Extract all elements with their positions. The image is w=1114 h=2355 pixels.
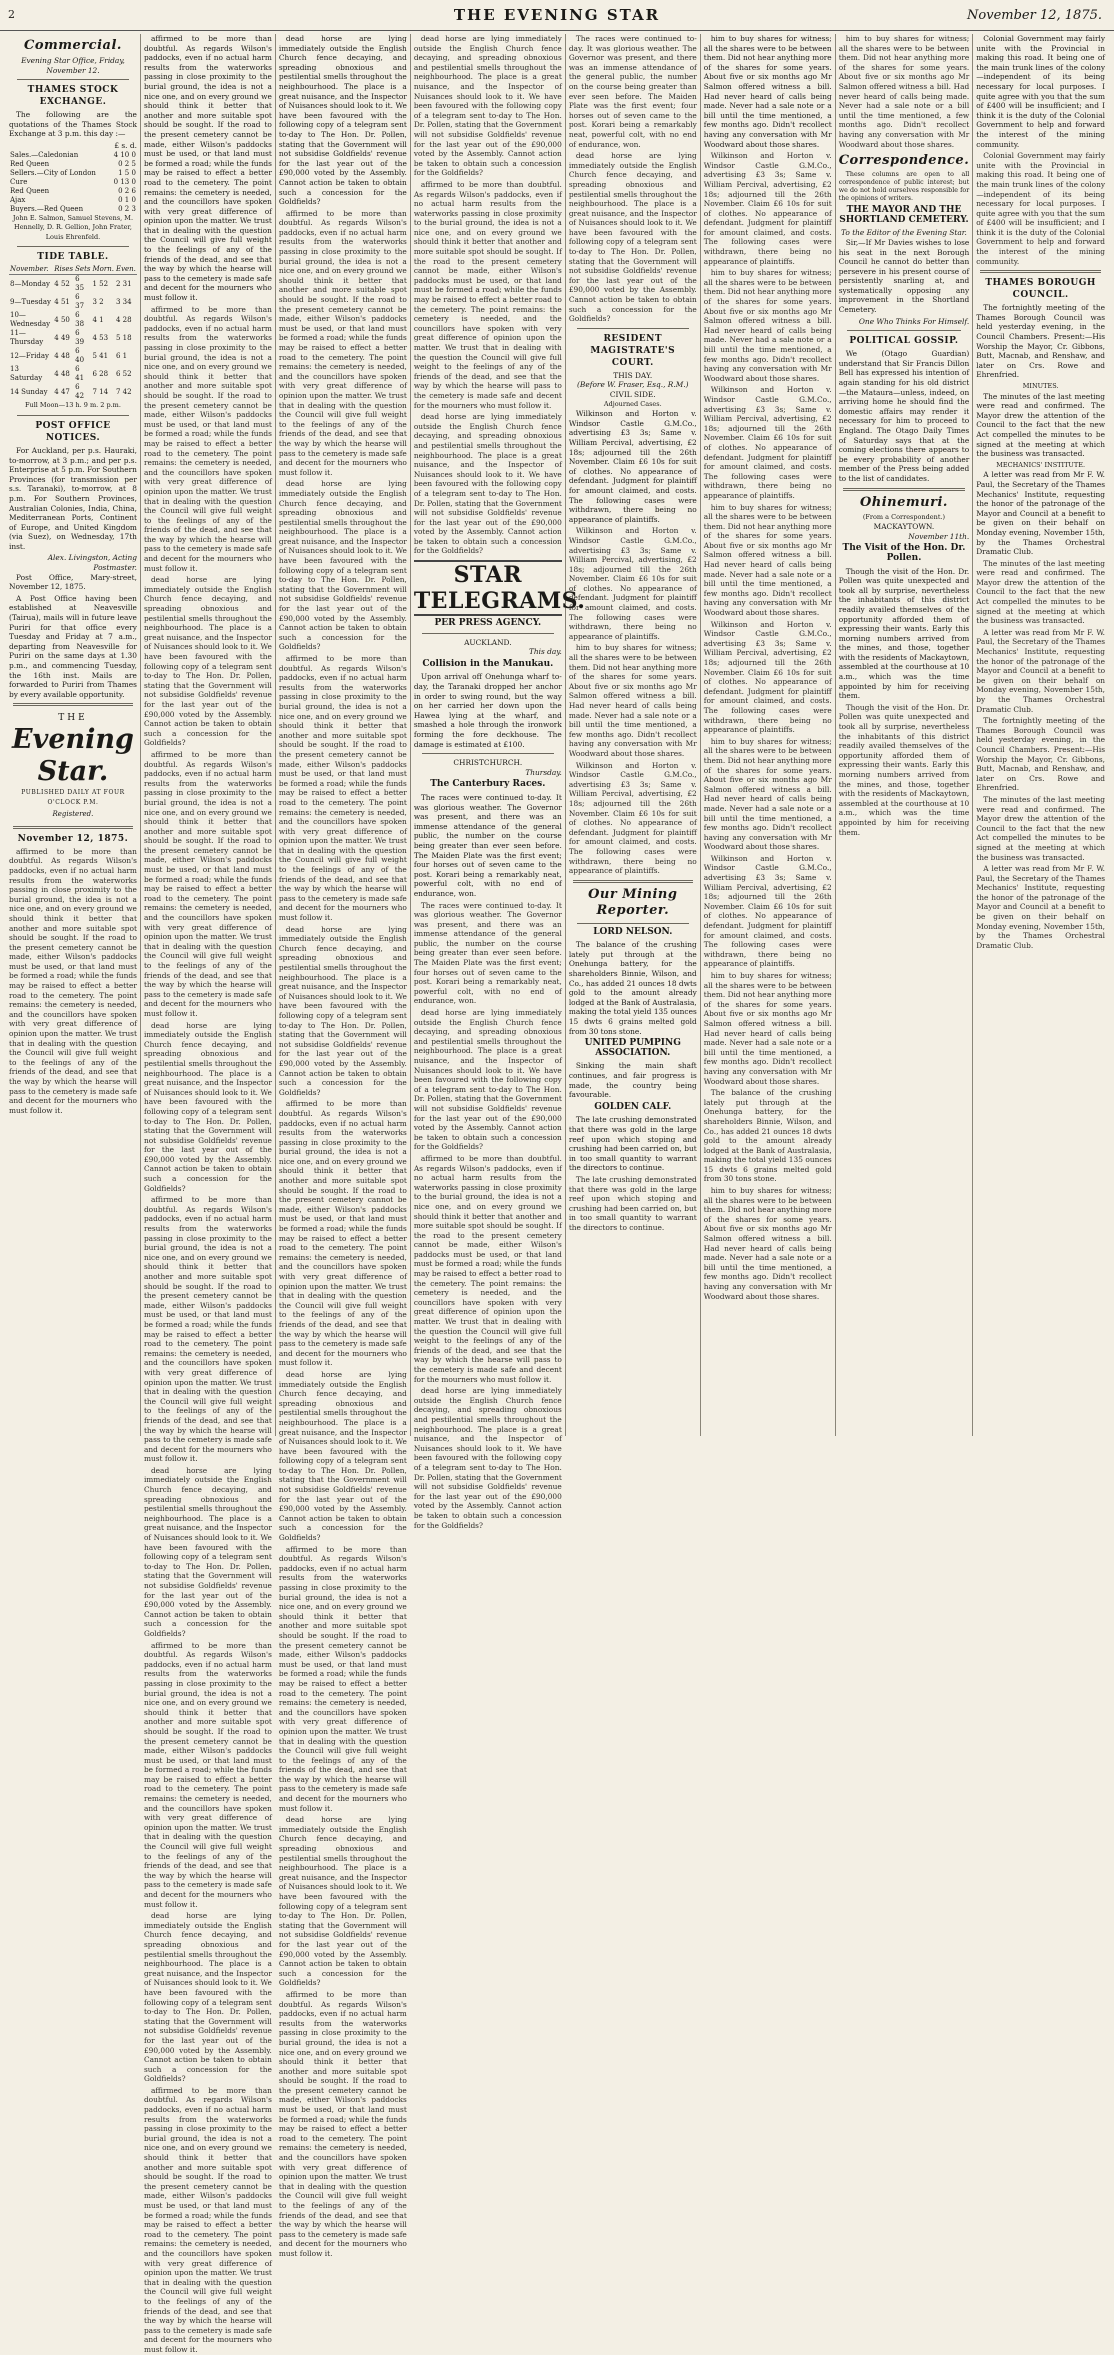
editorial-continued: affirmed to be more than doubtful. As regards Wilson's paddocks, even if no actual harm results from the waterworks passing in close proximity to the burial ground, the idea is not a nice one, and on every ground we should think it better that another and more suitable spot should be sought. If the road to the present cemetery cannot be made, either Wilson's paddocks must be used, or that land must be formed a road; while the funds may be raised to effect a better road to the cemetery. The point remains: the cemetery is needed, and the councillors have spoken with very great difference of opinion upon the matter. We trust that in dealing with the question the Council will give full weight to the feelings of any of the friends of the dead, and see that the way by which the hearse will pass to the cemetery is made safe and decent for the mourners who must follow it. <box>143 34 272 303</box>
mining-title: Our Mining Reporter. <box>588 886 678 918</box>
local-news: dead horse are lying immediately outside the English Church fence decaying, and spreading obnoxious and pestilential smells throughout the neighbourhood. The place is a great nuisance, and the Inspector of Nuisances should look to it. We have been favoured with the following copy of a telegram sent to-day to The Hon. Dr. Pollen, stating that the Government will not subsidise Goldfields' revenue for the last year out of the £90,000 voted by the Assembly. Cannot action be taken to obtain such a concession for the Goldfields? <box>278 34 407 207</box>
races-head: The Canterbury Races. <box>430 779 546 790</box>
table-row: Cure 0 13 0 <box>10 177 136 186</box>
masthead-name: Evening Star. <box>12 723 134 787</box>
council-head: THAMES BOROUGH COUNCIL. <box>985 278 1096 301</box>
masthead-registered: Registered. <box>52 810 94 819</box>
collision-head: Collision in the Manukau. <box>422 658 554 669</box>
masthead-pub: PUBLISHED DAILY AT FOUR O'CLOCK P.M. <box>21 788 125 806</box>
collision-body: Upon arrival off Onehunga wharf to-day, the Taranaki dropped her anchor in order to swing round, but the way on her carried her down upon the Hawea lying at the wharf, and smashed a hole through the ironwork forming the fore deckhouse. The damage is estimated at £100. <box>413 672 562 749</box>
post-office: Post Office, Mary-street, November 12, 1875. <box>9 572 137 592</box>
column-6: him to buy shares for witness; all the shares were to be between them. Did not hear anything more of the shares for some years. About five or six months ago Mr Salmon offered witness a bill. Had never heard of calls being made. Never had a sale note or a bill until the time mentioned, a few months ago. Didn't recollect having any conversation with Mr Woodward about those shares. Wilkinson and Horton v. Windsor Castle G.M.Co., advertising £3 3s; Same v. William Percival, advertising, £2 18s; adjourned till the 26th November. Claim £6 10s for suit of clothes. No appearance of defendant. Judgment for plaintiff for amount claimed, and costs. The following cases were withdrawn, there being no appearance of plaintiffs. him to buy shares for witness; all the shares were to be between them. Did not hear anything more of the shares for some years. About five or six months ago Mr Salmon offered witness a bill. Had never heard of calls being made. Never had a sale note or a bill until the time mentioned, a few months ago. Didn't recollect having any conversation with Mr Woodward about those shares. Wilkinson and Horton v. Windsor Castle G.M.Co., advertising £3 3s; Same v. William Percival, advertising, £2 18s; adjourned till the 26th November. Claim £6 10s for suit of clothes. No appearance of defendant. Judgment for plaintiff for amount claimed, and costs. The following cases were withdrawn, there being no appearance of plaintiffs. him to buy shares for witness; all the shares were to be between them. Did not hear anything more of the shares for some years. About five or six months ago Mr Salmon offered witness a bill. Had never heard of calls being made. Never had a sale note or a bill until the time mentioned, a few months ago. Didn't recollect having any conversation with Mr Woodward about those shares. Wilkinson and Horton v. Windsor Castle G.M.Co., advertising £3 3s; Same v. William Percival, advertising, £2 18s; adjourned till the 26th November. Claim £6 10s for suit of clothes. No appearance of defendant. Judgment for plaintiff for amount claimed, and costs. The following cases were withdrawn, there being no appearance of plaintiffs. him to buy shares for witness; all the shares were to be between them. Did not hear anything more of the shares for some years. About five or six months ago Mr Salmon offered witness a bill. Had never heard of calls being made. Never had a sale note or a bill until the time mentioned, a few months ago. Didn't recollect having any conversation with Mr Woodward about those shares. Wilkinson and Horton v. Windsor Castle G.M.Co., advertising £3 3s; Same v. William Percival, advertising, £2 18s; adjourned till the 26th November. Claim £6 10s for suit of clothes. No appearance of defendant. Judgment for plaintiff for amount claimed, and costs. The following cases were withdrawn, there being no appearance of plaintiffs. him to buy shares for witness; all the shares were to be between them. Did not hear anything more of the shares for some years. About five or six months ago Mr Salmon offered witness a bill. Had never heard of calls being made. Never had a sale note or a bill until the time mentioned, a few months ago. Didn't recollect having any conversation with Mr Woodward about those shares. The balance of the crushing lately put through at the Onehunga battery, for the shareholders Binnie, Wilson, and Co., has added 21 ounces 18 dwts gold to the amount already lodged at the Bank of Australasia, making the total yield 135 ounces 15 dwts 6 grains melted gold from 30 tons stone. him to buy shares for witness; all the shares were to be between them. Did not hear anything more of the shares for some years. About five or six months ago Mr Salmon offered witness a bill. Had never heard of calls being made. Never had a sale note or a bill until the time mentioned, a few months ago. Didn't recollect having any conversation with Mr Woodward about those shares. <box>701 34 836 1436</box>
exchange-title: THAMES STOCK EXCHANGE. <box>27 85 119 108</box>
tide-title: TIDE TABLE. <box>37 252 109 263</box>
table-row: 11—Thursday 4 49 6 39 4 53 5 18 <box>10 329 132 347</box>
masthead-the: THE <box>58 713 88 724</box>
races-body: The races were continued to-day. It was glorious weather. The Governor was present, and there was an immense attendance of the general public, the number on the course being greater than ever seen before. The Maiden Plate was the first event; four horses out of seven came to the post. Korari being a remarkably neat, powerful colt, with no end of endurance, won. <box>413 792 562 898</box>
court-body: Wilkinson and Horton v. Windsor Castle G.M.Co., advertising £3 3s; Same v. William Percival, advertising, £2 18s; adjourned till the 26th November. Claim £6 10s for suit of clothes. No appearance of defendant. Judgment for plaintiff for amount claimed, and costs. The following cases were withdrawn, there being no appearance of plaintiffs. <box>568 409 697 524</box>
column-2: affirmed to be more than doubtful. As regards Wilson's paddocks, even if no actual harm results from the waterworks passing in close proximity to the burial ground, the idea is not a nice one, and on every ground we should think it better that another and more suitable spot should be sought. If the road to the present cemetery cannot be made, either Wilson's paddocks must be used, or that land must be formed a road; while the funds may be raised to effect a better road to the cemetery. The point remains: the cemetery is needed, and the councillors have spoken with very great difference of opinion upon the matter. We trust that in dealing with the question the Council will give full weight to the feelings of any of the friends of the dead, and see that the way by which the hearse will pass to the cemetery is made safe and decent for the mourners who must follow it. affirmed to be more than doubtful. As regards Wilson's paddocks, even if no actual harm results from the waterworks passing in close proximity to the burial ground, the idea is not a nice one, and on every ground we should think it better that another and more suitable spot should be sought. If the road to the present cemetery cannot be made, either Wilson's paddocks must be used, or that land must be formed a road; while the funds may be raised to effect a better road to the cemetery. The point remains: the cemetery is needed, and the councillors have spoken with very great difference of opinion upon the matter. We trust that in dealing with the question the Council will give full weight to the feelings of any of the friends of the dead, and see that the way by which the hearse will pass to the cemetery is made safe and decent for the mourners who must follow it. dead horse are lying immediately outside the English Church fence decaying, and spreading obnoxious and pestilential smells throughout the neighbourhood. The place is a great nuisance, and the Inspector of Nuisances should look to it. We have been favoured with the following copy of a telegram sent to-day to The Hon. Dr. Pollen, stating that the Government will not subsidise Goldfields' revenue for the last year out of the £90,000 voted by the Assembly. Cannot action be taken to obtain such a concession for the Goldfields? affirmed to be more than doubtful. As regards Wilson's paddocks, even if no actual harm results from the waterworks passing in close proximity to the burial ground, the idea is not a nice one, and on every ground we should think it better that another and more suitable spot should be sought. If the road to the present cemetery cannot be made, either Wilson's paddocks must be used, or that land must be formed a road; while the funds may be raised to effect a better road to the cemetery. The point remains: the cemetery is needed, and the councillors have spoken with very great difference of opinion upon the matter. We trust that in dealing with the question the Council will give full weight to the feelings of any of the friends of the dead, and see that the way by which the hearse will pass to the cemetery is made safe and decent for the mourners who must follow it. dead horse are lying immediately outside the English Church fence decaying, and spreading obnoxious and pestilential smells throughout the neighbourhood. The place is a great nuisance, and the Inspector of Nuisances should look to it. We have been favoured with the following copy of a telegram sent to-day to The Hon. Dr. Pollen, stating that the Government will not subsidise Goldfields' revenue for the last year out of the £90,000 voted by the Assembly. Cannot action be taken to obtain such a concession for the Goldfields? affirmed to be more than doubtful. As regards Wilson's paddocks, even if no actual harm results from the waterworks passing in close proximity to the burial ground, the idea is not a nice one, and on every ground we should think it better that another and more suitable spot should be sought. If the road to the present cemetery cannot be made, either Wilson's paddocks must be used, or that land must be formed a road; while the funds may be raised to effect a better road to the cemetery. The point remains: the cemetery is needed, and the councillors have spoken with very great difference of opinion upon the matter. We trust that in dealing with the question the Council will give full weight to the feelings of any of the friends of the dead, and see that the way by which the hearse will pass to the cemetery is made safe and decent for the mourners who must follow it. dead horse are lying immediately outside the English Church fence decaying, and spreading obnoxious and pestilential smells throughout the neighbourhood. The place is a great nuisance, and the Inspector of Nuisances should look to it. We have been favoured with the following copy of a telegram sent to-day to The Hon. Dr. Pollen, stating that the Government will not subsidise Goldfields' revenue for the last year out of the £90,000 voted by the Assembly. Cannot action be taken to obtain such a concession for the Goldfields? affirmed to be more than doubtful. As regards Wilson's paddocks, even if no actual harm results from the waterworks passing in close proximity to the burial ground, the idea is not a nice one, and on every ground we should think it better that another and more suitable spot should be sought. If the road to the present cemetery cannot be made, either Wilson's paddocks must be used, or that land must be formed a road; while the funds may be raised to effect a better road to the cemetery. The point remains: the cemetery is needed, and the councillors have spoken with very great difference of opinion upon the matter. We trust that in dealing with the question the Council will give full weight to the feelings of any of the friends of the dead, and see that the way by which the hearse will pass to the cemetery is made safe and decent for the mourners who must follow it. dead horse are lying immediately outside the English Church fence decaying, and spreading obnoxious and pestilential smells throughout the neighbourhood. The place is a great nuisance, and the Inspector of Nuisances should look to it. We have been favoured with the following copy of a telegram sent to-day to The Hon. Dr. Pollen, stating that the Government will not subsidise Goldfields' revenue for the last year out of the £90,000 voted by the Assembly. Cannot action be taken to obtain such a concession for the Goldfields? affirmed to be more than doubtful. As regards Wilson's paddocks, even if no actual harm results from the waterworks passing in close proximity to the burial ground, the idea is not a nice one, and on every ground we should think it better that another and more suitable spot should be sought. If the road to the present cemetery cannot be made, either Wilson's paddocks must be used, or that land must be formed a road; while the funds may be raised to effect a better road to the cemetery. The point remains: the cemetery is needed, and the councillors have spoken with very great difference of opinion upon the matter. We trust that in dealing with the question the Council will give full weight to the feelings of any of the friends of the dead, and see that the way by which the hearse will pass to the cemetery is made safe and decent for the mourners who must follow it. <box>141 34 276 1436</box>
page-header <box>0 0 1114 31</box>
issue-date: November 12, 1875. <box>967 8 1102 23</box>
quotations-table <box>9 151 137 214</box>
gossip-title: POLITICAL GOSSIP. <box>849 336 959 347</box>
pollen-head: The Visit of the Hon. Dr. Pollen. <box>842 543 966 563</box>
court-head: RESIDENT MAGISTRATE'S COURT. <box>590 333 676 368</box>
table-row: Red Queen 0 2 5 <box>10 159 136 168</box>
post-notice: A Post Office having been established at Neavesville (Tairua), mails will in future leave Puriri for that office every Tuesday and Friday at 7 a.m., departing from Neavesville for Puriri on the same days at 1.30 p.m., and commencing Tuesday, the 16th inst. Mails are forwarded to Puriri from Thames by every available opportunity. <box>9 593 137 699</box>
table-row: Sellers.—City of London 1 5 0 <box>10 168 136 177</box>
table-row: Red Queen 0 2 6 <box>10 186 136 195</box>
column-7: him to buy shares for witness; all the shares were to be between them. Did not hear anything more of the shares for some years. About five or six months ago Mr Salmon offered witness a bill. Had never heard of calls being made. Never had a sale note or a bill until the time mentioned, a few months ago. Didn't recollect having any conversation with Mr Woodward about those shares. Correspondence. These columns are open to all correspondence of public interest; but we do not hold ourselves responsible for the opinions of writers. THE MAYOR AND THE SHORTLAND CEMETERY. To the Editor of the Evening Star. Sir,—If Mr Davies wishes to lose his seat in the next Borough Council he cannot do better than persevere in his present course of persistently snarling at, and systematically opposing any improvement in the Shortland Cemetery. One Who Thinks For Himself. POLITICAL GOSSIP. We (Otago Guardian) understand that Sir Francis Dillon Bell has expressed his intention of again standing for his old district—the Mataura—unless, indeed, on arriving home he should find the domestic affairs may render it necessary for him to proceed to England. The Otago Daily Times of Saturday says that at the coming elections there appears to be every probability of another member of the Press being added to the list of candidates. Ohinemuri. (From a Correspondent.) MACKAYTOWN. November 11th. The Visit of the Hon. Dr. Pollen. Though the visit of the Hon. Dr. Pollen was quite unexpected and took all by surprise, nevertheless the inhabitants of this district readily availed themselves of the opportunity afforded them of expressing their wants. Early this morning numbers arrived from the mines, and those, together with the residents of Mackaytown, assembled at the courthouse at 10 a.m., which was the time appointed by him for receiving them. Though the visit of the Hon. Dr. Pollen was quite unexpected and took all by surprise, nevertheless the inhabitants of this district readily availed themselves of the opportunity afforded them of expressing their wants. Early this morning numbers arrived from the mines, and those, together with the residents of Mackaytown, assembled at the courthouse at 10 a.m., which was the time appointed by him for receiving them. <box>836 34 974 1436</box>
brokers: John E. Salmon, Samuel Stevens, M. Hennelly, D. R. Gellion, John Frater, Louis Ehrenfeld. <box>12 213 134 241</box>
column-3: dead horse are lying immediately outside the English Church fence decaying, and spreading obnoxious and pestilential smells throughout the neighbourhood. The place is a great nuisance, and the Inspector of Nuisances should look to it. We have been favoured with the following copy of a telegram sent to-day to The Hon. Dr. Pollen, stating that the Government will not subsidise Goldfields' revenue for the last year out of the £90,000 voted by the Assembly. Cannot action be taken to obtain such a concession for the Goldfields? affirmed to be more than doubtful. As regards Wilson's paddocks, even if no actual harm results from the waterworks passing in close proximity to the burial ground, the idea is not a nice one, and on every ground we should think it better that another and more suitable spot should be sought. If the road to the present cemetery cannot be made, either Wilson's paddocks must be used, or that land must be formed a road; while the funds may be raised to effect a better road to the cemetery. The point remains: the cemetery is needed, and the councillors have spoken with very great difference of opinion upon the matter. We trust that in dealing with the question the Council will give full weight to the feelings of any of the friends of the dead, and see that the way by which the hearse will pass to the cemetery is made safe and decent for the mourners who must follow it. dead horse are lying immediately outside the English Church fence decaying, and spreading obnoxious and pestilential smells throughout the neighbourhood. The place is a great nuisance, and the Inspector of Nuisances should look to it. We have been favoured with the following copy of a telegram sent to-day to The Hon. Dr. Pollen, stating that the Government will not subsidise Goldfields' revenue for the last year out of the £90,000 voted by the Assembly. Cannot action be taken to obtain such a concession for the Goldfields? affirmed to be more than doubtful. As regards Wilson's paddocks, even if no actual harm results from the waterworks passing in close proximity to the burial ground, the idea is not a nice one, and on every ground we should think it better that another and more suitable spot should be sought. If the road to the present cemetery cannot be made, either Wilson's paddocks must be used, or that land must be formed a road; while the funds may be raised to effect a better road to the cemetery. The point remains: the cemetery is needed, and the councillors have spoken with very great difference of opinion upon the matter. We trust that in dealing with the question the Council will give full weight to the feelings of any of the friends of the dead, and see that the way by which the hearse will pass to the cemetery is made safe and decent for the mourners who must follow it. dead horse are lying immediately outside the English Church fence decaying, and spreading obnoxious and pestilential smells throughout the neighbourhood. The place is a great nuisance, and the Inspector of Nuisances should look to it. We have been favoured with the following copy of a telegram sent to-day to The Hon. Dr. Pollen, stating that the Government will not subsidise Goldfields' revenue for the last year out of the £90,000 voted by the Assembly. Cannot action be taken to obtain such a concession for the Goldfields? affirmed to be more than doubtful. As regards Wilson's paddocks, even if no actual harm results from the waterworks passing in close proximity to the burial ground, the idea is not a nice one, and on every ground we should think it better that another and more suitable spot should be sought. If the road to the present cemetery cannot be made, either Wilson's paddocks must be used, or that land must be formed a road; while the funds may be raised to effect a better road to the cemetery. The point remains: the cemetery is needed, and the councillors have spoken with very great difference of opinion upon the matter. We trust that in dealing with the question the Council will give full weight to the feelings of any of the friends of the dead, and see that the way by which the hearse will pass to the cemetery is made safe and decent for the mourners who must follow it. dead horse are lying immediately outside the English Church fence decaying, and spreading obnoxious and pestilential smells throughout the neighbourhood. The place is a great nuisance, and the Inspector of Nuisances should look to it. We have been favoured with the following copy of a telegram sent to-day to The Hon. Dr. Pollen, stating that the Government will not subsidise Goldfields' revenue for the last year out of the £90,000 voted by the Assembly. Cannot action be taken to obtain such a concession for the Goldfields? affirmed to be more than doubtful. As regards Wilson's paddocks, even if no actual harm results from the waterworks passing in close proximity to the burial ground, the idea is not a nice one, and on every ground we should think it better that another and more suitable spot should be sought. If the road to the present cemetery cannot be made, either Wilson's paddocks must be used, or that land must be formed a road; while the funds may be raised to effect a better road to the cemetery. The point remains: the cemetery is needed, and the councillors have spoken with very great difference of opinion upon the matter. We trust that in dealing with the question the Council will give full weight to the feelings of any of the friends of the dead, and see that the way by which the hearse will pass to the cemetery is made safe and decent for the mourners who must follow it. dead horse are lying immediately outside the English Church fence decaying, and spreading obnoxious and pestilential smells throughout the neighbourhood. The place is a great nuisance, and the Inspector of Nuisances should look to it. We have been favoured with the following copy of a telegram sent to-day to The Hon. Dr. Pollen, stating that the Government will not subsidise Goldfields' revenue for the last year out of the £90,000 voted by the Assembly. Cannot action be taken to obtain such a concession for the Goldfields? affirmed to be more than doubtful. As regards Wilson's paddocks, even if no actual harm results from the waterworks passing in close proximity to the burial ground, the idea is not a nice one, and on every ground we should think it better that another and more suitable spot should be sought. If the road to the present cemetery cannot be made, either Wilson's paddocks must be used, or that land must be formed a road; while the funds may be raised to effect a better road to the cemetery. The point remains: the cemetery is needed, and the councillors have spoken with very great difference of opinion upon the matter. We trust that in dealing with the question the Council will give full weight to the feelings of any of the friends of the dead, and see that the way by which the hearse will pass to the cemetery is made safe and decent for the mourners who must follow it. <box>276 34 411 1436</box>
post-title: POST OFFICE NOTICES. <box>35 420 111 443</box>
table-row: 9—Tuesday 4 51 6 37 3 2 3 34 <box>10 293 132 311</box>
table-row: 12—Friday 4 48 6 40 5 41 6 1 <box>10 347 128 365</box>
table-row: Ajax 0 1 0 <box>10 195 136 204</box>
telegrams-agency: PER PRESS AGENCY. <box>434 618 542 629</box>
correspondence-title: Correspondence. <box>838 153 970 169</box>
table-row: 14 Sunday 4 47 6 42 7 14 7 42 <box>10 383 132 401</box>
column-8: Colonial Government may fairly unite with the Provincial in making this road. It being one of the main trunk lines of the colony—independent of its being necessary for local purposes. I quite agree with you that the sum of £400 will be insufficient; and I think it is the duty of the Colonial Government to help and forward the interest of the mining community. Colonial Government may fairly unite with the Provincial in making this road. It being one of the main trunk lines of the colony—independent of its being necessary for local purposes. I quite agree with you that the sum of £400 will be insufficient; and I think it is the duty of the Colonial Government to help and forward the interest of the mining community. THAMES BOROUGH COUNCIL. The fortnightly meeting of the Thames Borough Council was held yesterday evening, in the Council Chambers. Present:—His Worship the Mayor, Cr. Gibbons, Butt, Macnab, and Renshaw, and later on Crs. Rowe and Ehrenfried. MINUTES. The minutes of the last meeting were read and confirmed. The Mayor drew the attention of the Council to the fact that the new Act compelled the minutes to be signed at the meeting at which the business was transacted. MECHANICS' INSTITUTE. A letter was read from Mr F. W. Paul, the Secretary of the Thames Mechanics' Institute, requesting the honor of the patronage of the Mayor and Council at a benefit to be given on their behalf on Monday evening, November 15th, by the Thames Orchestral Dramatic Club. The minutes of the last meeting were read and confirmed. The Mayor drew the attention of the Council to the fact that the new Act compelled the minutes to be signed at the meeting at which the business was transacted. A letter was read from Mr F. W. Paul, the Secretary of the Thames Mechanics' Institute, requesting the honor of the patronage of the Mayor and Council at a benefit to be given on their behalf on Monday evening, November 15th, by the Thames Orchestral Dramatic Club. The fortnightly meeting of the Thames Borough Council was held yesterday evening, in the Council Chambers. Present:—His Worship the Mayor, Cr. Gibbons, Butt, Macnab, and Renshaw, and later on Crs. Rowe and Ehrenfried. The minutes of the last meeting were read and confirmed. The Mayor drew the attention of the Council to the fact that the new Act compelled the minutes to be signed at the meeting at which the business was transacted. A letter was read from Mr F. W. Paul, the Secretary of the Thames Mechanics' Institute, requesting the honor of the patronage of the Mayor and Council at a benefit to be given on their behalf on Monday evening, November 15th, by the Thames Orchestral Dramatic Club. <box>976 34 1106 950</box>
masthead <box>9 714 137 819</box>
moon-note: Full Moon—13 h. 9 m. 2 p.m. <box>25 401 121 410</box>
editorial-date: November 12, 1875. <box>17 833 129 844</box>
column-1 <box>6 34 141 1436</box>
post-body: For Auckland, per p.s. Hauraki, to-morrow, at 3 p.m.; and per p.s. Enterprise at 5 p.m. For Southern Provinces (for transmission per s.s. Taranaki), to-morrow, at 8 p.m. For Southern Provinces, Australian Colonies, India, China, Mediterranean Ports, Continent of Europe, and United Kingdom (via Suez), on Wednesday, 17th inst. <box>9 445 137 551</box>
evidence-text: him to buy shares for witness; all the shares were to be between them. Did not hear anything more of the shares for some years. About five or six months ago Mr Salmon offered witness a bill. Had never heard of calls being made. Never had a sale note or a bill until the time mentioned, a few months ago. Didn't recollect having any conversation with Mr Woodward about those shares. <box>703 34 832 149</box>
table-row: 13 Saturday 4 48 6 41 6 28 6 52 <box>10 365 132 383</box>
ohinemuri-title: Ohinemuri. <box>859 494 948 510</box>
post-signed: Alex. Livingston, Acting Postmaster. <box>47 553 137 573</box>
exchange-intro: The following are the quotations of the Thames Stock Exchange at 3 p.m. this day :— <box>9 110 137 139</box>
page-number: 2 <box>8 8 15 21</box>
tide-table: November. Rises Sets Morn. Even. 8—Monday 4 52 6 35 1 52 2 31 9—Tuesday 4 51 6 37 3 2 3 34 10—Wednesday 4 50 6 38 4 1 4 28 11—Thursday 4 49 6 39 4 53 5 18 12—Friday 4 48 6 40 5 41 6 1 13 Saturday 4 48 6 41 6 28 6 52 14 Sunday 4 47 6 42 7 14 7 42 <box>10 265 136 401</box>
table-row: Sales.—Caledonian 4 10 0 <box>10 150 136 159</box>
telegrams-title: STAR TELEGRAMS. <box>413 562 586 615</box>
money-header: £ s. d. <box>114 140 137 150</box>
table-row: Buyers.—Red Queen 0 2 3 <box>10 204 136 213</box>
table-row: 10—Wednesday 4 50 6 38 4 1 4 28 <box>10 311 132 329</box>
column-4: dead horse are lying immediately outside the English Church fence decaying, and spreading obnoxious and pestilential smells throughout the neighbourhood. The place is a great nuisance, and the Inspector of Nuisances should look to it. We have been favoured with the following copy of a telegram sent to-day to The Hon. Dr. Pollen, stating that the Government will not subsidise Goldfields' revenue for the last year out of the £90,000 voted by the Assembly. Cannot action be taken to obtain such a concession for the Goldfields? affirmed to be more than doubtful. As regards Wilson's paddocks, even if no actual harm results from the waterworks passing in close proximity to the burial ground, the idea is not a nice one, and on every ground we should think it better that another and more suitable spot should be sought. If the road to the present cemetery cannot be made, either Wilson's paddocks must be used, or that land must be formed a road; while the funds may be raised to effect a better road to the cemetery. The point remains: the cemetery is needed, and the councillors have spoken with very great difference of opinion upon the matter. We trust that in dealing with the question the Council will give full weight to the feelings of any of the friends of the dead, and see that the way by which the hearse will pass to the cemetery is made safe and decent for the mourners who must follow it. dead horse are lying immediately outside the English Church fence decaying, and spreading obnoxious and pestilential smells throughout the neighbourhood. The place is a great nuisance, and the Inspector of Nuisances should look to it. We have been favoured with the following copy of a telegram sent to-day to The Hon. Dr. Pollen, stating that the Government will not subsidise Goldfields' revenue for the last year out of the £90,000 voted by the Assembly. Cannot action be taken to obtain such a concession for the Goldfields? STAR TELEGRAMS. PER PRESS AGENCY. AUCKLAND. This day. Collision in the Manukau. Upon arrival off Onehunga wharf to-day, the Taranaki dropped her anchor in order to swing round, but the way on her carried her down upon the Hawea lying at the wharf, and smashed a hole through the ironwork forming the fore deckhouse. The damage is estimated at £100. CHRISTCHURCH. Thursday. The Canterbury Races. The races were continued to-day. It was glorious weather. The Governor was present, and there was an immense attendance of the general public, the number on the course being greater than ever seen before. The Maiden Plate was the first event; four horses out of seven came to the post. Korari being a remarkably neat, powerful colt, with no end of endurance, won. The races were continued to-day. It was glorious weather. The Governor was present, and there was an immense attendance of the general public, the number on the course being greater than ever seen before. The Maiden Plate was the first event; four horses out of seven came to the post. Korari being a remarkably neat, powerful colt, with no end of endurance, won. dead horse are lying immediately outside the English Church fence decaying, and spreading obnoxious and pestilential smells throughout the neighbourhood. The place is a great nuisance, and the Inspector of Nuisances should look to it. We have been favoured with the following copy of a telegram sent to-day to The Hon. Dr. Pollen, stating that the Government will not subsidise Goldfields' revenue for the last year out of the £90,000 voted by the Assembly. Cannot action be taken to obtain such a concession for the Goldfields? affirmed to be more than doubtful. As regards Wilson's paddocks, even if no actual harm results from the waterworks passing in close proximity to the burial ground, the idea is not a nice one, and on every ground we should think it better that another and more suitable spot should be sought. If the road to the present cemetery cannot be made, either Wilson's paddocks must be used, or that land must be formed a road; while the funds may be raised to effect a better road to the cemetery. The point remains: the cemetery is needed, and the councillors have spoken with very great difference of opinion upon the matter. We trust that in dealing with the question the Council will give full weight to the feelings of any of the friends of the dead, and see that the way by which the hearse will pass to the cemetery is made safe and decent for the mourners who must follow it. dead horse are lying immediately outside the English Church fence decaying, and spreading obnoxious and pestilential smells throughout the neighbourhood. The place is a great nuisance, and the Inspector of Nuisances should look to it. We have been favoured with the following copy of a telegram sent to-day to The Hon. Dr. Pollen, stating that the Government will not subsidise Goldfields' revenue for the last year out of the £90,000 voted by the Assembly. Cannot action be taken to obtain such a concession for the Goldfields? <box>411 34 566 1436</box>
commercial-title: Commercial. <box>24 38 122 53</box>
place-christchurch: CHRISTCHURCH. <box>453 758 523 768</box>
place-auckland: AUCKLAND. <box>464 637 512 647</box>
table-row: 8—Monday 4 52 6 35 1 52 2 31 <box>10 275 132 293</box>
editorial-text: affirmed to be more than doubtful. As regards Wilson's paddocks, even if no actual harm results from the waterworks passing in close proximity to the burial ground, the idea is not a nice one, and on every ground we should think it better that another and more suitable spot should be sought. If the road to the present cemetery cannot be made, either Wilson's paddocks must be used, or that land must be formed a road; while the funds may be raised to effect a better road to the cemetery. The point remains: the cemetery is needed, and the councillors have spoken with very great difference of opinion upon the matter. We trust that in dealing with the question the Council will give full weight to the feelings of any of the friends of the dead, and see that the way by which the hearse will pass to the cemetery is made safe and decent for the mourners who must follow it. <box>9 846 137 1115</box>
running-masthead: THE EVENING STAR <box>453 6 661 24</box>
column-5: The races were continued to-day. It was glorious weather. The Governor was present, and there was an immense attendance of the general public, the number on the course being greater than ever seen before. The Maiden Plate was the first event; four horses out of seven came to the post. Korari being a remarkably neat, powerful colt, with no end of endurance, won. dead horse are lying immediately outside the English Church fence decaying, and spreading obnoxious and pestilential smells throughout the neighbourhood. The place is a great nuisance, and the Inspector of Nuisances should look to it. We have been favoured with the following copy of a telegram sent to-day to The Hon. Dr. Pollen, stating that the Government will not subsidise Goldfields' revenue for the last year out of the £90,000 voted by the Assembly. Cannot action be taken to obtain such a concession for the Goldfields? RESIDENT MAGISTRATE'S COURT. THIS DAY. (Before W. Fraser, Esq., R.M.) CIVIL SIDE. Adjourned Cases. Wilkinson and Horton v. Windsor Castle G.M.Co., advertising £3 3s; Same v. William Percival, advertising, £2 18s; adjourned till the 26th November. Claim £6 10s for suit of clothes. No appearance of defendant. Judgment for plaintiff for amount claimed, and costs. The following cases were withdrawn, there being no appearance of plaintiffs. Wilkinson and Horton v. Windsor Castle G.M.Co., advertising £3 3s; Same v. William Percival, advertising, £2 18s; adjourned till the 26th November. Claim £6 10s for suit of clothes. No appearance of defendant. Judgment for plaintiff for amount claimed, and costs. The following cases were withdrawn, there being no appearance of plaintiffs. him to buy shares for witness; all the shares were to be between them. Did not hear anything more of the shares for some years. About five or six months ago Mr Salmon offered witness a bill. Had never heard of calls being made. Never had a sale note or a bill until the time mentioned, a few months ago. Didn't recollect having any conversation with Mr Woodward about those shares. Wilkinson and Horton v. Windsor Castle G.M.Co., advertising £3 3s; Same v. William Percival, advertising, £2 18s; adjourned till the 26th November. Claim £6 10s for suit of clothes. No appearance of defendant. Judgment for plaintiff for amount claimed, and costs. The following cases were withdrawn, there being no appearance of plaintiffs. Our Mining Reporter. LORD NELSON. The balance of the crushing lately put through at the Onehunga battery, for the shareholders Binnie, Wilson, and Co., has added 21 ounces 18 dwts gold to the amount already lodged at the Bank of Australasia, making the total yield 135 ounces 15 dwts 6 grains melted gold from 30 tons stone. UNITED PUMPING ASSOCIATION. Sinking the main shaft continues, and fair progress is made, the country being favourable. GOLDEN CALF. The late crushing demonstrated that there was gold in the large reef upon which stoping and crushing had been carried on, but in too small quantity to warrant the directors to continue. The late crushing demonstrated that there was gold in the large reef upon which stoping and crushing had been carried on, but in too small quantity to warrant the directors to continue. <box>566 34 701 1436</box>
commercial-dateline: Evening Star Office, Friday, November 12. <box>21 56 125 75</box>
cemetery-head: THE MAYOR AND THE SHORTLAND CEMETERY. <box>839 205 969 225</box>
